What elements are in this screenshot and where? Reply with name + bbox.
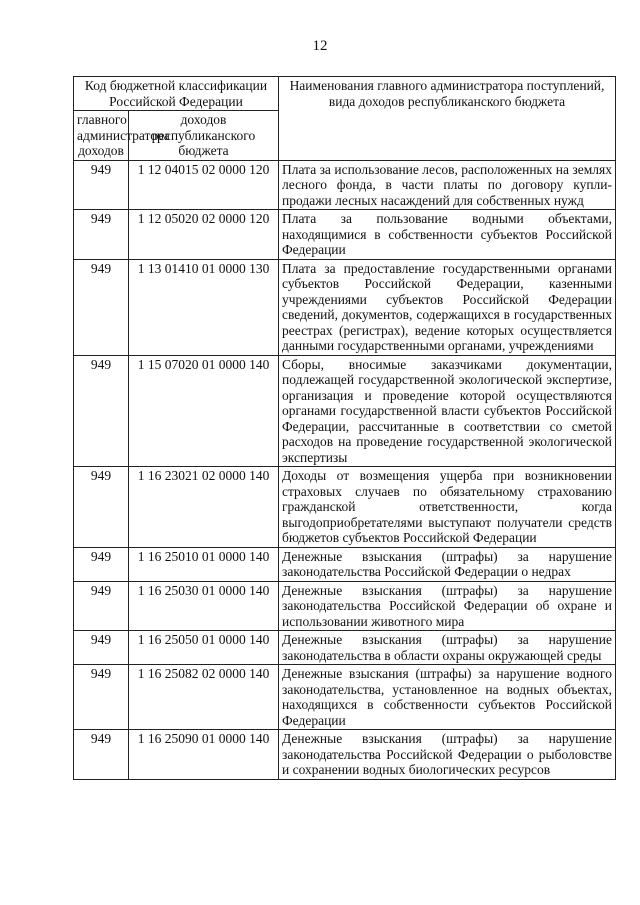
income-name-cell: Плата за использование лесов, расположенных на землях лесного фонда, в части платы по договору купли-продажи лесных насаждений для собственных нужд	[279, 160, 616, 210]
income-code-cell: 1 13 01410 01 0000 130	[129, 259, 279, 355]
income-code-cell: 1 16 25090 01 0000 140	[129, 730, 279, 780]
table-row	[74, 730, 616, 780]
income-name-cell: Денежные взыскания (штрафы) за нарушение законодательства Российской Федерации о рыболовстве и сохранении водных биологических ресурсов	[279, 730, 616, 780]
income-code-cell: 1 15 07020 01 0000 140	[129, 355, 279, 467]
table-row	[74, 160, 616, 210]
table-row	[74, 631, 616, 665]
income-code-cell: 1 16 23021 02 0000 140	[129, 467, 279, 548]
table-row	[74, 581, 616, 631]
admin-code-cell: 949	[74, 665, 129, 730]
admin-code-cell: 949	[74, 730, 129, 780]
table-row	[74, 547, 616, 581]
header-admin-column: главного администратора доходов	[74, 111, 129, 161]
table-row	[74, 665, 616, 730]
income-name-cell: Сборы, вносимые заказчиками документации, подлежащей государственной экологической экспертизе, организация и проведение которой осуществляются органами государственной власти субъектов Российской Федерации, рассчитанные в соответствии со сметой расходов на проведение государственной экологической экспертизы	[279, 355, 616, 467]
table-row	[74, 467, 616, 548]
admin-code-cell: 949	[74, 467, 129, 548]
income-code-cell: 1 12 05020 02 0000 120	[129, 210, 279, 260]
header-group-label: Код бюджетной классификации Российской Федерации	[74, 77, 279, 111]
admin-code-cell: 949	[74, 631, 129, 665]
header-income-column: доходов республиканского бюджета	[129, 111, 279, 161]
table-body	[74, 160, 616, 779]
admin-code-cell: 949	[74, 355, 129, 467]
admin-code-cell: 949	[74, 259, 129, 355]
income-name-cell: Денежные взыскания (штрафы) за нарушение водного законодательства, установленное на водных объектах, находящихся в собственности субъектов Российской Федерации	[279, 665, 616, 730]
income-code-cell: 1 12 04015 02 0000 120	[129, 160, 279, 210]
header-name-column: Наименования главного администратора поступлений, вида доходов республиканского бюджета	[279, 77, 616, 161]
admin-code-cell: 949	[74, 210, 129, 260]
income-name-cell: Плата за предоставление государственными органами субъектов Российской Федерации, казенными учреждениями субъектов Российской Федерации сведений, документов, содержащихся в государственных реестрах (регистрах), ведение которых осуществляется данными государственными органами, учреждениями	[279, 259, 616, 355]
table-row	[74, 259, 616, 355]
table-row	[74, 210, 616, 260]
admin-code-cell: 949	[74, 160, 129, 210]
admin-code-cell: 949	[74, 581, 129, 631]
table-header	[74, 77, 616, 161]
income-code-cell: 1 16 25010 01 0000 140	[129, 547, 279, 581]
income-name-cell: Денежные взыскания (штрафы) за нарушение законодательства Российской Федерации об охране и использовании животного мира	[279, 581, 616, 631]
income-code-cell: 1 16 25030 01 0000 140	[129, 581, 279, 631]
table-row	[74, 355, 616, 467]
budget-classification-table	[73, 76, 616, 780]
income-name-cell: Денежные взыскания (штрафы) за нарушение законодательства Российской Федерации о недрах	[279, 547, 616, 581]
admin-code-cell: 949	[74, 547, 129, 581]
income-name-cell: Плата за пользование водными объектами, находящимися в собственности субъектов Российской Федерации	[279, 210, 616, 260]
income-code-cell: 1 16 25050 01 0000 140	[129, 631, 279, 665]
income-name-cell: Доходы от возмещения ущерба при возникновении страховых случаев по обязательному страхованию гражданской ответственности, когда выгодоприобретателями выступают получатели средств бюджетов субъектов Российской Федерации	[279, 467, 616, 548]
page-number: 12	[312, 38, 328, 54]
income-name-cell: Денежные взыскания (штрафы) за нарушение законодательства в области охраны окружающей среды	[279, 631, 616, 665]
income-code-cell: 1 16 25082 02 0000 140	[129, 665, 279, 730]
